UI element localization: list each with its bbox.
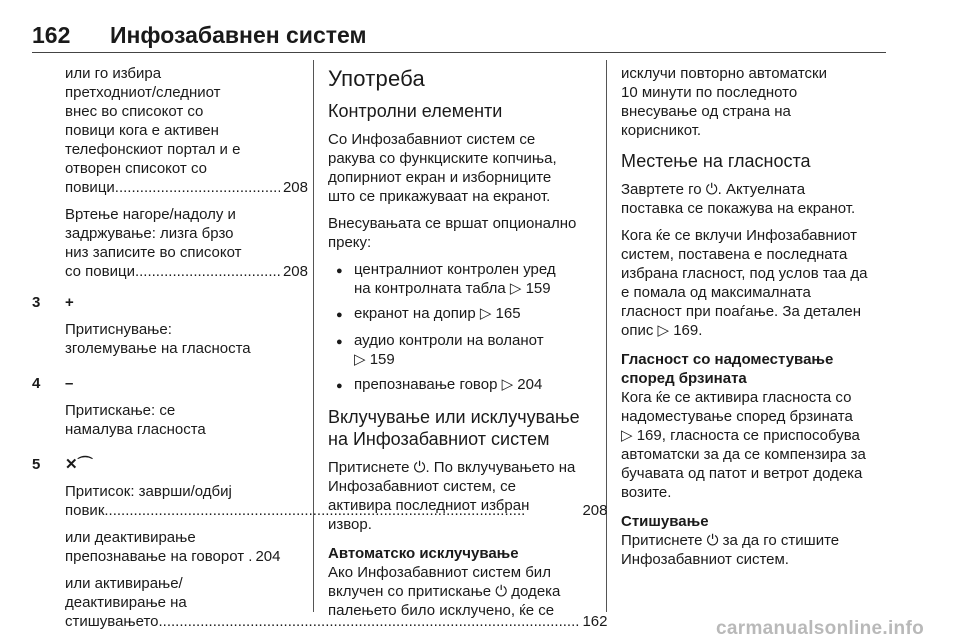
plus-icon: + [65, 294, 74, 311]
bullet-icon [328, 375, 354, 396]
header-divider [32, 52, 886, 53]
item-description: или активирање/ деактивирање на [65, 575, 187, 611]
item-number: 5 [32, 456, 41, 473]
section-title: Употреба [328, 66, 425, 91]
list-item: ● централниот контролен уред на контролната табла ▷ 159 [328, 260, 596, 298]
item-description: Притисок: заврши/одбиј [65, 483, 232, 500]
paragraph-scroll: Вртење нагоре/надолу и задржување: лизга брзо низ записите во списокот [65, 206, 242, 261]
bullet-icon [328, 331, 354, 369]
leader-line [65, 262, 308, 281]
minus-icon: – [65, 375, 74, 392]
heading-speed-volume: Гласност со надоместување според брзината [621, 351, 834, 387]
leader-text: препознавање на говорот . [65, 548, 253, 565]
voice-phone-icon: ✕⌒ [65, 456, 93, 473]
watermark: carmanualsonline.info [716, 618, 924, 639]
list-item-4 [32, 374, 308, 447]
list-item: ● аудио контроли на воланот ▷ 159 [328, 331, 596, 369]
paragraph-mute: Притиснете ⏻ за да го стишите Инфозабавниот систем. [621, 532, 840, 568]
item-number: 3 [32, 294, 41, 311]
paragraph-speed-volume: Кога ќе се активира гласноста со надоместување според брзината ▷ 169, гласноста се приспособува автоматски за да се компензира за бучавата од патот и ветрот додека возите. [621, 389, 866, 501]
heading-volume: Местење на гласноста [621, 151, 811, 171]
item-number: 4 [32, 375, 41, 392]
heading-mute: Стишување [621, 513, 709, 530]
paragraph-select: или го избира претходниот/следниот внес во списокот со повици кога е активен телефонскиот портал и е отворен списокот со [65, 65, 241, 177]
bullet-icon [328, 260, 354, 298]
page-reference[interactable]: 204 [255, 548, 281, 565]
page-reference[interactable]: 208 [282, 263, 308, 280]
page-reference[interactable]: 208 [582, 502, 608, 519]
item-description: Притискање: се намалува гласноста [65, 402, 206, 438]
paragraph-auto-off: Ако Инфозабавниот систем бил вклучен со притискање ⏻ додека палењето било исклучено, ќе се [328, 564, 561, 619]
paragraph-controls: Со Инфозабавниот систем се ракува со функциските копчиња, допирниот екран и изборниците што се прикажуваат на екранот. [328, 131, 557, 205]
list-item: ● препознавање говор ▷ 204 [328, 375, 596, 396]
column-right [621, 64, 889, 577]
leader-text: стишувањето [65, 613, 159, 630]
page-reference[interactable]: 162 [582, 613, 608, 630]
item-description: Притиснување: зголемување на гласноста [65, 321, 251, 357]
heading-on-off: Вклучување или исклучување на Инфозабавниот систем [328, 407, 580, 449]
column-middle [328, 64, 596, 628]
heading-auto-off: Автоматско исклучување [328, 545, 519, 562]
bullet-icon [328, 304, 354, 325]
item-continuation [32, 64, 308, 281]
heading-controls: Контролни елементи [328, 101, 503, 121]
paragraph-volume-2: Кога ќе се вклучи Инфозабавниот систем, поставена е последната избрана гласност, под услов таа да е помала од максималната гласност при поаѓање. За детален опис ▷ 169. [621, 227, 868, 339]
page-number: 162 [32, 22, 71, 48]
paragraph-input: Внесувањата се вршат опционално преку: [328, 215, 577, 251]
leader-text: повик [65, 502, 105, 519]
page-reference[interactable]: 208 [282, 179, 308, 196]
list-item: ● екранот на допир ▷ 165 [328, 304, 596, 325]
paragraph-continuation: исклучи повторно автоматски 10 минути по последното внесување од страна на корисникот. [621, 65, 828, 139]
list-item-3 [32, 293, 308, 366]
leader-text: повици [65, 179, 115, 196]
leader-text: со повици [65, 263, 135, 280]
item-description: или деактивирање [65, 529, 196, 546]
leader-line [65, 178, 308, 197]
paragraph-volume-1: Завртете го ⏻. Актуелната поставка се покажува на екранот. [621, 181, 856, 217]
page-header [32, 22, 367, 52]
chapter-title: Инфозабавнен систем [110, 22, 367, 48]
input-methods-list [328, 260, 596, 396]
paragraph-on-off: Притиснете ⏻. По вклучувањето на Инфозабавниот систем, се активира последниот избран извор. [328, 459, 576, 533]
